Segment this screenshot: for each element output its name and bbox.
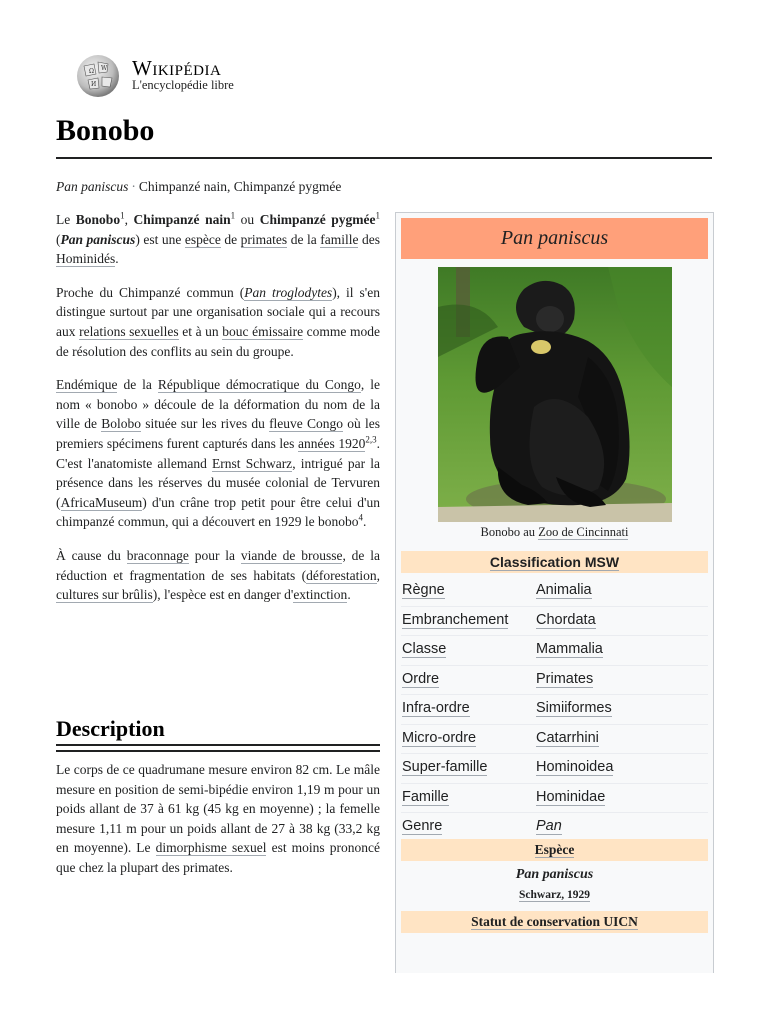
link-famille[interactable]: famille [320,231,359,247]
bonobo-image [438,267,672,522]
caption-text: Bonobo au [480,525,539,539]
wikipedia-tagline: L'encyclopédie libre [132,78,234,92]
wikipedia-wordmark: Wikipédia [132,56,222,80]
link-relations-sexuelles[interactable]: relations sexuelles [79,323,179,339]
conservation-status-link[interactable]: Statut de conservation UICN [471,914,638,929]
separator: · [131,179,136,194]
link-espece[interactable]: espèce [184,231,221,247]
species-header-link[interactable]: Espèce [534,842,575,857]
taxobox [395,212,714,973]
table-row [401,695,708,725]
conservation-status-header [401,911,708,933]
table-row [401,607,708,637]
common-names: Chimpanzé nain, Chimpanzé pygmée [138,179,342,194]
photo-caption [396,525,713,540]
rank-value[interactable]: Primates [536,670,594,687]
link-bolobo[interactable]: Bolobo [101,416,141,432]
link-fleuve-congo[interactable]: fleuve Congo [269,416,344,432]
table-row [401,725,708,755]
svg-text:W: W [101,65,108,72]
subtitle-line [56,179,341,195]
rank-value[interactable]: Hominidae [536,788,606,805]
table-row [401,784,708,814]
rank-label[interactable]: Infra-ordre [402,700,470,716]
svg-text:И: И [91,81,97,88]
link-viande-de-brousse[interactable]: viande de brousse [240,547,343,563]
wikipedia-globe-icon [74,54,122,98]
paragraph: Endémique de la République démocratique du Congo, le nom « bonobo » découle de la déformation du nom de la ville de Bolobo située sur les rives du fleuve Congo où les premiers spécimens furent capturés dans les années 1920$^{2,3}$. C'est l'anatomiste allemand Ernst Schwarz, intrigué par la présence dans les réserves du musée colonial de Tervuren (AfricaMuseum) d'un crâne trop petit pour être celui d'un chimpanzé commun, qui a découvert en 1929 le bonobo$^4$. [56,377,381,530]
rank-label[interactable]: Famille [402,788,449,805]
classification-table [401,577,708,843]
link-extinction[interactable]: extinction [293,587,348,603]
link-dimorphisme-sexuel[interactable]: dimorphisme sexuel [155,840,267,856]
link-deforestation[interactable]: déforestation [306,567,377,583]
rank-value[interactable]: Simiiformes [536,700,612,716]
svg-text:Ω: Ω [89,68,94,75]
intro-text [56,210,380,619]
paragraph: À cause du braconnage pour la viande de brousse, de la réduction et fragmentation de ses habitats (déforestation, cultures sur brûlis), l'espèce est en danger d'extinction. [56,547,380,603]
table-row [401,754,708,784]
title-divider [56,157,712,159]
paragraph: Le Bonobo$^1$, Chimpanzé nain$^1$ ou Chimpanzé pygmée$^1$ (Pan paniscus) est une espèce de primates de la famille des Hominidés. [56,210,381,267]
link-primates[interactable]: primates [240,231,288,247]
wikipedia-logo[interactable] [74,52,314,102]
paragraph: Proche du Chimpanzé commun (Pan troglodytes), il s'en distingue surtout par une organisation sociale qui a recours aux relations sexuelles et à un bouc émissaire comme mode de résolution des conflits au sein du groupe. [56,284,380,359]
rank-label[interactable]: Micro-ordre [402,729,477,746]
rank-value[interactable]: Hominoidea [536,759,614,775]
rank-label[interactable]: Genre [402,818,443,834]
link-africamuseum[interactable]: AfricaMuseum [60,494,143,510]
link-hominides[interactable]: Hominidés [56,251,116,267]
section-divider [56,744,380,746]
species-header [401,839,708,861]
taxobox-title: Pan paniscus [401,218,708,259]
classification-link[interactable]: Classification MSW [489,554,620,570]
link-bouc-emissaire[interactable]: bouc émissaire [222,323,304,339]
link-ernst-schwarz[interactable]: Ernst Schwarz [212,455,293,471]
latin-name: Pan paniscus [56,179,129,194]
rank-value[interactable]: Pan [536,818,562,834]
description-text [56,760,380,878]
link-zoo-cincinnati[interactable]: Zoo de Cincinnati [538,525,629,539]
rank-label[interactable]: Ordre [402,670,440,687]
page-title: Bonobo [56,114,155,147]
species-authority-link[interactable]: Schwarz, 1929 [519,889,590,901]
section-heading: Description [56,716,165,741]
table-row [401,666,708,696]
rank-value[interactable]: Catarrhini [536,729,599,746]
species-name: Pan paniscus [515,867,594,882]
species-authority [396,889,713,901]
classification-header [401,551,708,573]
rank-label[interactable]: Règne [402,582,445,598]
link-cultures-sur-brulis[interactable]: cultures sur brûlis [56,587,153,603]
bonobo-photo[interactable] [438,267,672,522]
link-endemique[interactable]: Endémique [56,377,118,393]
rank-value[interactable]: Animalia [536,582,592,598]
table-row [401,636,708,666]
link-rdc[interactable]: République démocratique du Congo [157,377,361,393]
rank-label[interactable]: Embranchement [402,611,509,628]
rank-label[interactable]: Super-famille [402,759,488,775]
link-braconnage[interactable]: braconnage [126,547,189,563]
paragraph: Le corps de ce quadrumane mesure environ 82 cm. Le mâle mesure en position de semi-bipédie environ 1,19 m pour un poids allant de 37 à 61 kg (45 kg en moyenne) ; la femelle mesure 1,11 m pour un poids allant de 27 à 38 kg (33,2 kg en moyenne). Le dimorphisme sexuel est moins prononcé que chez la plupart des primates. [56,762,381,875]
table-row [401,577,708,607]
rank-label[interactable]: Classe [402,641,447,657]
link-pan-troglodytes[interactable]: Pan troglodytes [244,284,333,300]
rank-value[interactable]: Chordata [536,611,596,628]
link-annees-1920[interactable]: années 1920 [298,435,366,451]
section-divider [56,750,380,752]
rank-value[interactable]: Mammalia [536,641,603,657]
